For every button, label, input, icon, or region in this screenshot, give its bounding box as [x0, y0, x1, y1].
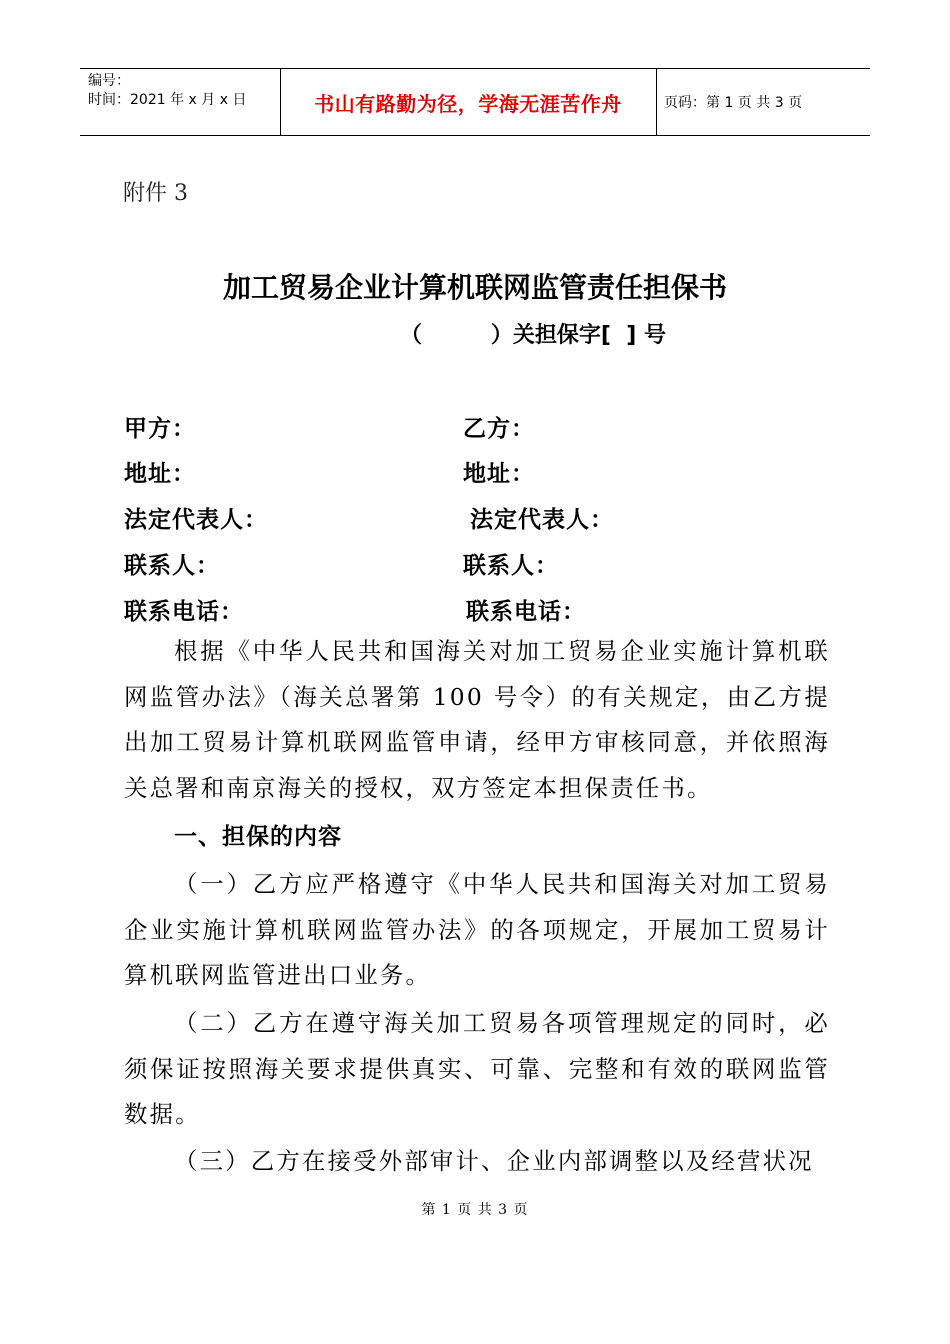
party-b-address: 地址：: [463, 461, 535, 487]
clause-paragraph: （一）乙方应严格遵守《中华人民共和国海关对加工贸易企业实施计算机联网监管办法》的各项规定，开展加工贸易计算机联网监管进出口业务。: [124, 870, 830, 989]
document-number: （ ）关担保字[ ] 号: [400, 323, 667, 348]
header-page-info: 页码：第 1 页 共 3 页: [664, 95, 803, 111]
number-label: 编号：: [88, 73, 130, 89]
clause-paragraph: （二）乙方在遵守海关加工贸易各项管理规定的同时，必须保证按照海关要求提供真实、可靠、完整和有效的联网监管数据。: [124, 1009, 830, 1128]
section-heading: 一、担保的内容: [174, 824, 342, 850]
page-footer: 第 1 页 共 3 页: [421, 1202, 529, 1218]
party-a-legal-rep: 法定代表人：: [124, 507, 268, 533]
party-a-address: 地址：: [124, 461, 196, 487]
header-meta: [88, 72, 246, 110]
page-header: [80, 68, 870, 136]
clause-paragraph: （三）乙方在接受外部审计、企业内部调整以及经营状况: [174, 1147, 814, 1175]
document-title: 加工贸易企业计算机联网监管责任担保书: [222, 271, 727, 304]
party-b-contact: 联系人：: [463, 553, 559, 579]
party-b-name: 乙方：: [463, 416, 535, 442]
party-a-contact: 联系人：: [124, 553, 220, 579]
intro-paragraph: 根据《中华人民共和国海关对加工贸易企业实施计算机联网监管办法》（海关总署第 100 号令）的有关规定，由乙方提出加工贸易计算机联网监管申请，经甲方审核同意，并依照海关总署和南京海关的授权，双方签定本担保责任书。: [124, 637, 830, 802]
party-a-phone: 联系电话：: [124, 599, 244, 625]
party-a-name: 甲方：: [124, 416, 196, 442]
party-b-legal-rep: 法定代表人：: [470, 507, 614, 533]
header-motto: 书山有路勤为径，学海无涯苦作舟: [314, 91, 622, 116]
party-b-phone: 联系电话：: [466, 599, 586, 625]
attachment-label: 附件 3: [123, 181, 188, 206]
header-divider: [656, 69, 657, 135]
date-label: 时间：2021 年 x 月 x 日: [88, 92, 247, 108]
